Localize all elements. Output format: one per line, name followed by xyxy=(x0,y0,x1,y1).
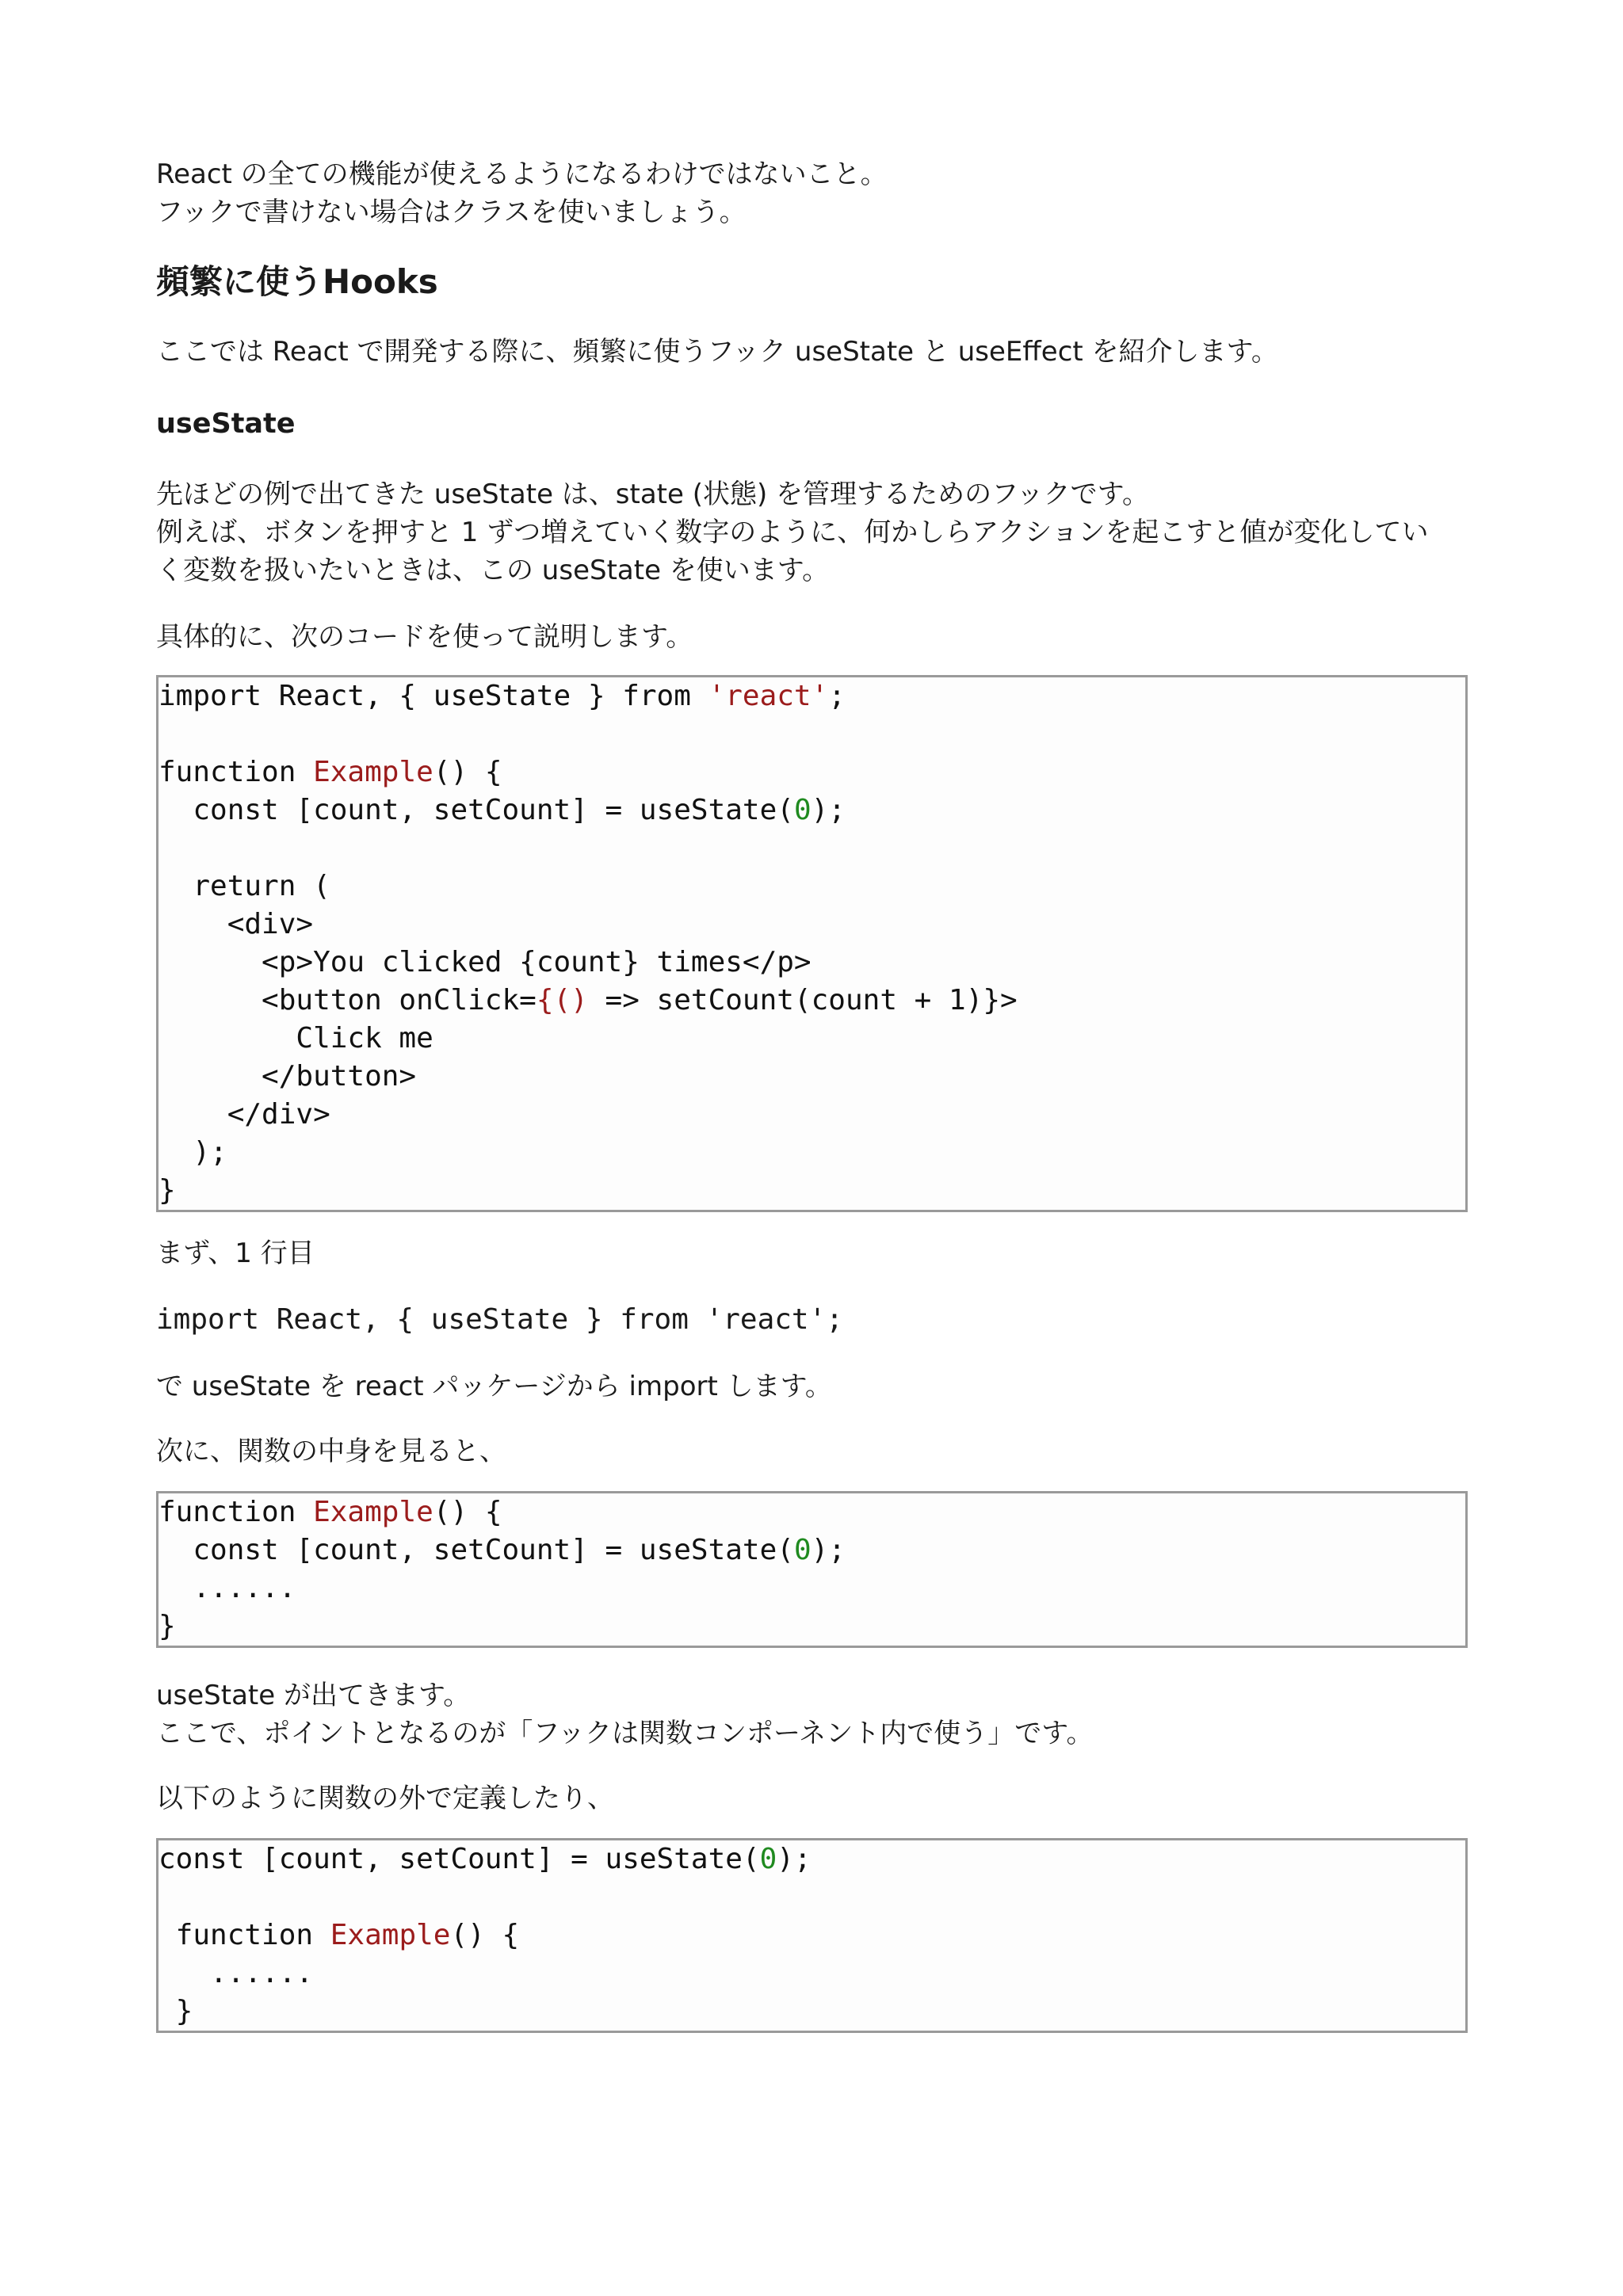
code-block-outside xyxy=(156,1838,1468,2033)
code-line: ); xyxy=(158,1136,227,1169)
code-line: <div> xyxy=(158,908,314,940)
usestate-appears-line-2: ここで、ポイントとなるのが「フックは関数コンポーネント内で使う」です。 xyxy=(156,1718,1094,1749)
document-page xyxy=(156,155,1468,2033)
first-line-label: まず、1 行目 xyxy=(156,1238,315,1269)
desc-line-2: 例えば、ボタンを押すと 1 ずつ増えていく数字のように、何かしらアクションを起こすと値が変化してい xyxy=(156,517,1429,548)
code-line: const [count, setCount] = useState(0); xyxy=(158,1843,812,1875)
code-line: const [count, setCount] = useState(0); xyxy=(158,794,846,826)
code-line: function Example() { xyxy=(158,1496,502,1528)
code-line-blank xyxy=(158,1878,1465,1917)
section-intro: ここでは React で開発する際に、頻繁に使うフック useState と useEffect を紹介します。 xyxy=(156,336,1278,368)
section-heading: 頻繁に使うHooks xyxy=(156,262,438,301)
code-line: const [count, setCount] = useState(0); xyxy=(158,1534,846,1566)
outside-label: 以下のように関数の外で定義したり、 xyxy=(156,1783,614,1814)
code-line: function Example() { xyxy=(158,756,502,788)
code-line: } xyxy=(158,1995,193,2027)
intro-line-1: React の全ての機能が使えるようになるわけではないこと。 xyxy=(156,158,888,190)
code-line: } xyxy=(158,1174,176,1207)
code-line: function Example() { xyxy=(158,1919,520,1951)
first-line-code: import React, { useState } from 'react'; xyxy=(156,1303,843,1336)
code-line: Click me xyxy=(158,1022,433,1055)
code-line: ...... xyxy=(158,1572,296,1604)
code-line: import React, { useState } from 'react'; xyxy=(158,680,846,712)
code-block-example xyxy=(156,675,1468,1212)
explain-intro: 具体的に、次のコードを使って説明します。 xyxy=(156,621,693,653)
import-explain: で useState を react パッケージから import します。 xyxy=(156,1371,832,1402)
code-line: <p>You clicked {count} times</p> xyxy=(158,946,812,978)
usestate-appears-line-1: useState が出てきます。 xyxy=(156,1680,471,1711)
code-line-blank xyxy=(158,715,1465,753)
intro-line-2: フックで書けない場合はクラスを使いましょう。 xyxy=(156,196,747,228)
desc-line-3: く変数を扱いたいときは、この useState を使います。 xyxy=(156,555,830,586)
next-label: 次に、関数の中身を見ると、 xyxy=(156,1436,506,1467)
code-line: } xyxy=(158,1610,176,1642)
subheading-usestate: useState xyxy=(156,408,296,440)
code-line: return ( xyxy=(158,870,330,902)
code-line: <button onClick={() => setCount(count + 1)}> xyxy=(158,984,1018,1016)
code-line: </div> xyxy=(158,1098,330,1131)
code-line: </button> xyxy=(158,1060,417,1093)
desc-line-1: 先ほどの例で出てきた useState は、state (状態) を管理するためのフックです。 xyxy=(156,479,1149,510)
code-line-blank xyxy=(158,830,1465,868)
code-line: ...... xyxy=(158,1957,314,1989)
code-block-function xyxy=(156,1491,1468,1648)
